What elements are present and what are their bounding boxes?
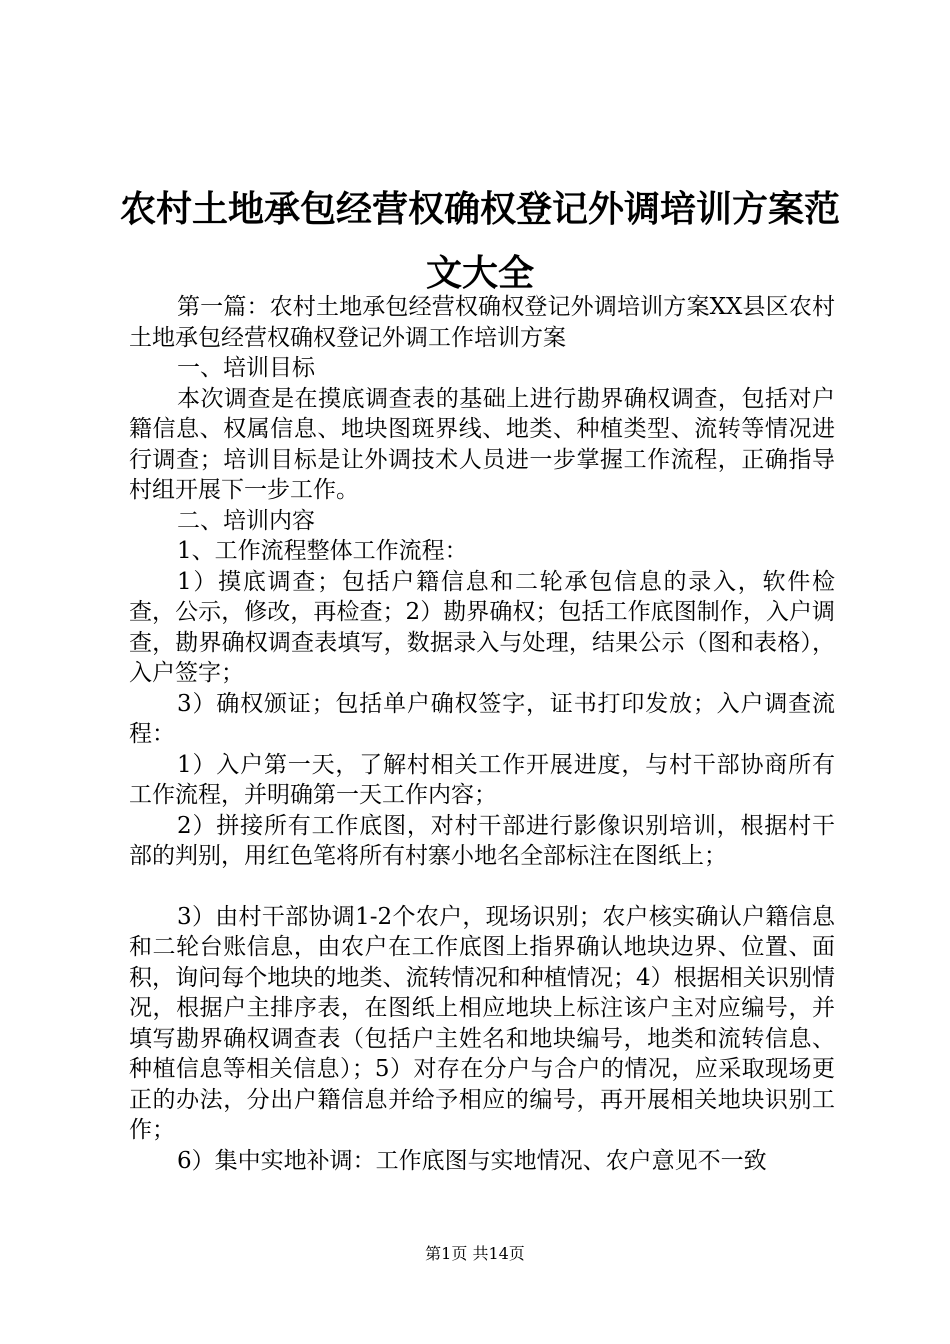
paragraph: 本次调查是在摸底调查表的基础上进行勘界确权调查，包括对户籍信息、权属信息、地块图斑界线、地类、种植类型、流转等情况进行调查；培训目标是让外调技术人员进一步掌握工作流程，正确指导村组开展下一步工作。 [129, 385, 835, 503]
paragraph: 第一篇：农村土地承包经营权确权登记外调培训方案XX县区农村土地承包经营权确权登记外调工作培训方案 [129, 294, 835, 351]
paragraph: 3）由村干部协调1-2个农户，现场识别；农户核实确认户籍信息和二轮台账信息，由农户在工作底图上指界确认地块边界、位置、面积，询问每个地块的地类、流转情况和种植情况；4）根据相关识别情况，根据户主排序表，在图纸上相应地块上标注该户主对应编号，并填写勘界确权调查表（包括户主姓名和地块编号，地类和流转信息、种植信息等相关信息）；5）对存在分户与合户的情况，应采取现场更正的办法，分出户籍信息并给予相应的编号，再开展相关地块识别工作； [129, 903, 835, 1143]
section-heading: 二、培训内容 [177, 507, 315, 534]
paragraph: 1）摸底调查；包括户籍信息和二轮承包信息的录入，软件检查，公示，修改，再检查；2）勘界确权；包括工作底图制作，入户调查，勘界确权调查表填写，数据录入与处理，结果公示（图和表格），入户签字； [129, 568, 835, 686]
paragraph: 2）拼接所有工作底图，对村干部进行影像识别培训，根据村干部的判别，用红色笔将所有村寨小地名全部标注在图纸上； [129, 812, 835, 869]
paragraph: 6）集中实地补调：工作底图与实地情况、农户意见不一致 [177, 1147, 767, 1174]
document-body [129, 292, 835, 1176]
paragraph: 1）入户第一天，了解村相关工作开展进度，与村干部协商所有工作流程，并明确第一天工作内容； [129, 751, 835, 808]
paragraph: 1、工作流程整体工作流程： [177, 538, 468, 564]
section-heading: 一、培训目标 [177, 355, 315, 381]
document-title: 农村土地承包经营权确权登记外调培训方案范文大全 [120, 189, 841, 294]
page-number: 第1页 共14页 [425, 1244, 525, 1263]
paragraph: 3）确权颁证；包括单户确权签字，证书打印发放；入户调查流程： [129, 690, 835, 747]
